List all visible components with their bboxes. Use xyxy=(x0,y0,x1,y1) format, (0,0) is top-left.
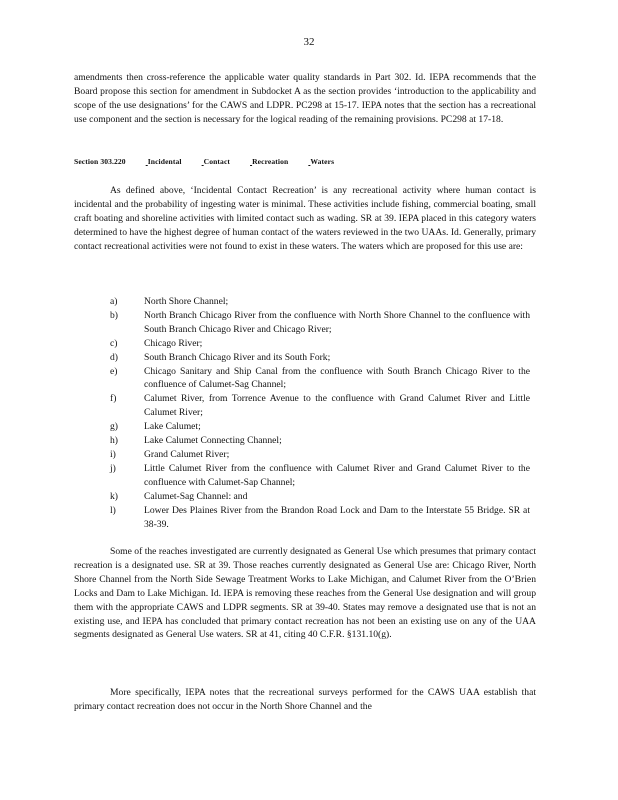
list-marker: l) xyxy=(110,504,116,516)
list-item-text: Lake Calumet; xyxy=(144,421,201,433)
waters-list xyxy=(74,295,536,531)
list-item xyxy=(74,490,536,504)
list-marker: b) xyxy=(110,309,118,321)
list-item-text: Calumet River, from Torrence Avenue to the confluence with Grand Calumet River and Little Calumet River; xyxy=(144,393,530,419)
list-item xyxy=(74,337,536,351)
list-marker: k) xyxy=(110,490,118,502)
list-marker: g) xyxy=(110,421,118,433)
list-item-text: North Shore Channel; xyxy=(144,296,229,307)
list-marker: i) xyxy=(110,448,116,460)
list-item-text: Chicago River; xyxy=(144,337,203,349)
list-item xyxy=(74,448,536,462)
section-heading xyxy=(74,157,354,166)
list-item-text: Lower Des Plaines River from the Brandon Road Lock and Dam to the Interstate 55 Bridge. SR at 38-39. xyxy=(144,504,530,530)
page-number: 32 xyxy=(303,36,315,48)
section-title-word: Waters xyxy=(310,157,335,166)
definition-paragraph: As defined above, ‘Incidental Contact Recreation’ is any recreational activity where human contact is incidental and the probability of ingesting water is minimal. These activities include fishing, commercial boating, small craft boating and shoreline activities with limited contact such as wading. SR at 39. IEPA placed in this category waters determined to have the highest degree of human contact of the waters reviewed in the two UAAs. Id. Generally, primary contact recreational activities were not found to exist in these waters. The waters which are proposed for this use are: xyxy=(74,185,536,252)
list-item xyxy=(74,392,536,420)
list-item xyxy=(74,295,536,309)
list-item xyxy=(74,504,536,532)
section-title-word: Incidental xyxy=(147,157,182,166)
list-item-text: Calumet-Sag Channel: and xyxy=(144,490,248,502)
list-item xyxy=(74,351,536,365)
list-item xyxy=(74,365,536,393)
reaches-paragraph: Some of the reaches investigated are currently designated as General Use which presumes that primary contact recreation is a designated use. SR at 39. Those reaches currently designated as General Use are: Chicago River, North Shore Channel from the North Side Sewage Treatment Works to Lake Michigan, and Calumet River from the O’Brien Locks and Dam to Lake Michigan. Id. IEPA is removing these reaches from the General Use designation and will group them with the appropriate CAWS and LDPR segments. SR at 39-40. States may remove a designated use that is not an existing use, and IEPA has concluded that primary contact recreation has not been an existing use on any of the UAA segments designated as General Use waters. SR at 41, citing 40 C.F.R. §131.10(g). xyxy=(74,546,536,641)
list-item-text: Grand Calumet River; xyxy=(144,448,230,460)
list-item-text: Little Calumet River from the confluence with Calumet River and Grand Calumet River to the confluence with Calumet-Sap Channel; xyxy=(144,462,530,488)
list-item-text: South Branch Chicago River and its South Fork; xyxy=(144,351,331,363)
list-item-text: North Branch Chicago River from the confluence with North Shore Channel to the confluence with South Branch Chicago River and Chicago River; xyxy=(144,309,530,335)
list-item xyxy=(74,434,536,448)
list-item xyxy=(74,462,536,490)
list-marker: f) xyxy=(110,393,117,405)
list-item xyxy=(74,420,536,434)
intro-paragraph: amendments then cross-reference the applicable water quality standards in Part 302. Id. IEPA recommends that the Board propose this section for amendment in Subdocket A as the section provides ‘introduction to the applicability and scope of the use designations’ for the CAWS and LDPR. PC298 at 15-17. IEPA notes that the section has a recreational use component and the section is necessary for the logical reading of the remaining provisions. PC298 at 17-18. xyxy=(74,72,536,125)
list-marker: e) xyxy=(110,365,118,377)
section-number: Section 303.220 xyxy=(74,157,126,166)
list-item-text: Lake Calumet Connecting Channel; xyxy=(144,435,282,447)
list-marker: d) xyxy=(110,351,118,363)
list-marker: a) xyxy=(110,296,118,307)
section-title-word: Contact xyxy=(203,157,231,166)
list-marker: h) xyxy=(110,435,118,447)
list-item xyxy=(74,309,536,337)
list-marker: c) xyxy=(110,337,118,349)
list-item-text: Chicago Sanitary and Ship Canal from the confluence with South Branch Chicago River to the confluence of Calumet-Sag Channel; xyxy=(144,365,530,391)
list-marker: j) xyxy=(110,462,116,474)
closing-paragraph: More specifically, IEPA notes that the recreational surveys performed for the CAWS UAA establish that primary contact recreation does not occur in the North Shore Channel and the xyxy=(74,687,536,712)
section-title-word: Recreation xyxy=(252,157,289,166)
